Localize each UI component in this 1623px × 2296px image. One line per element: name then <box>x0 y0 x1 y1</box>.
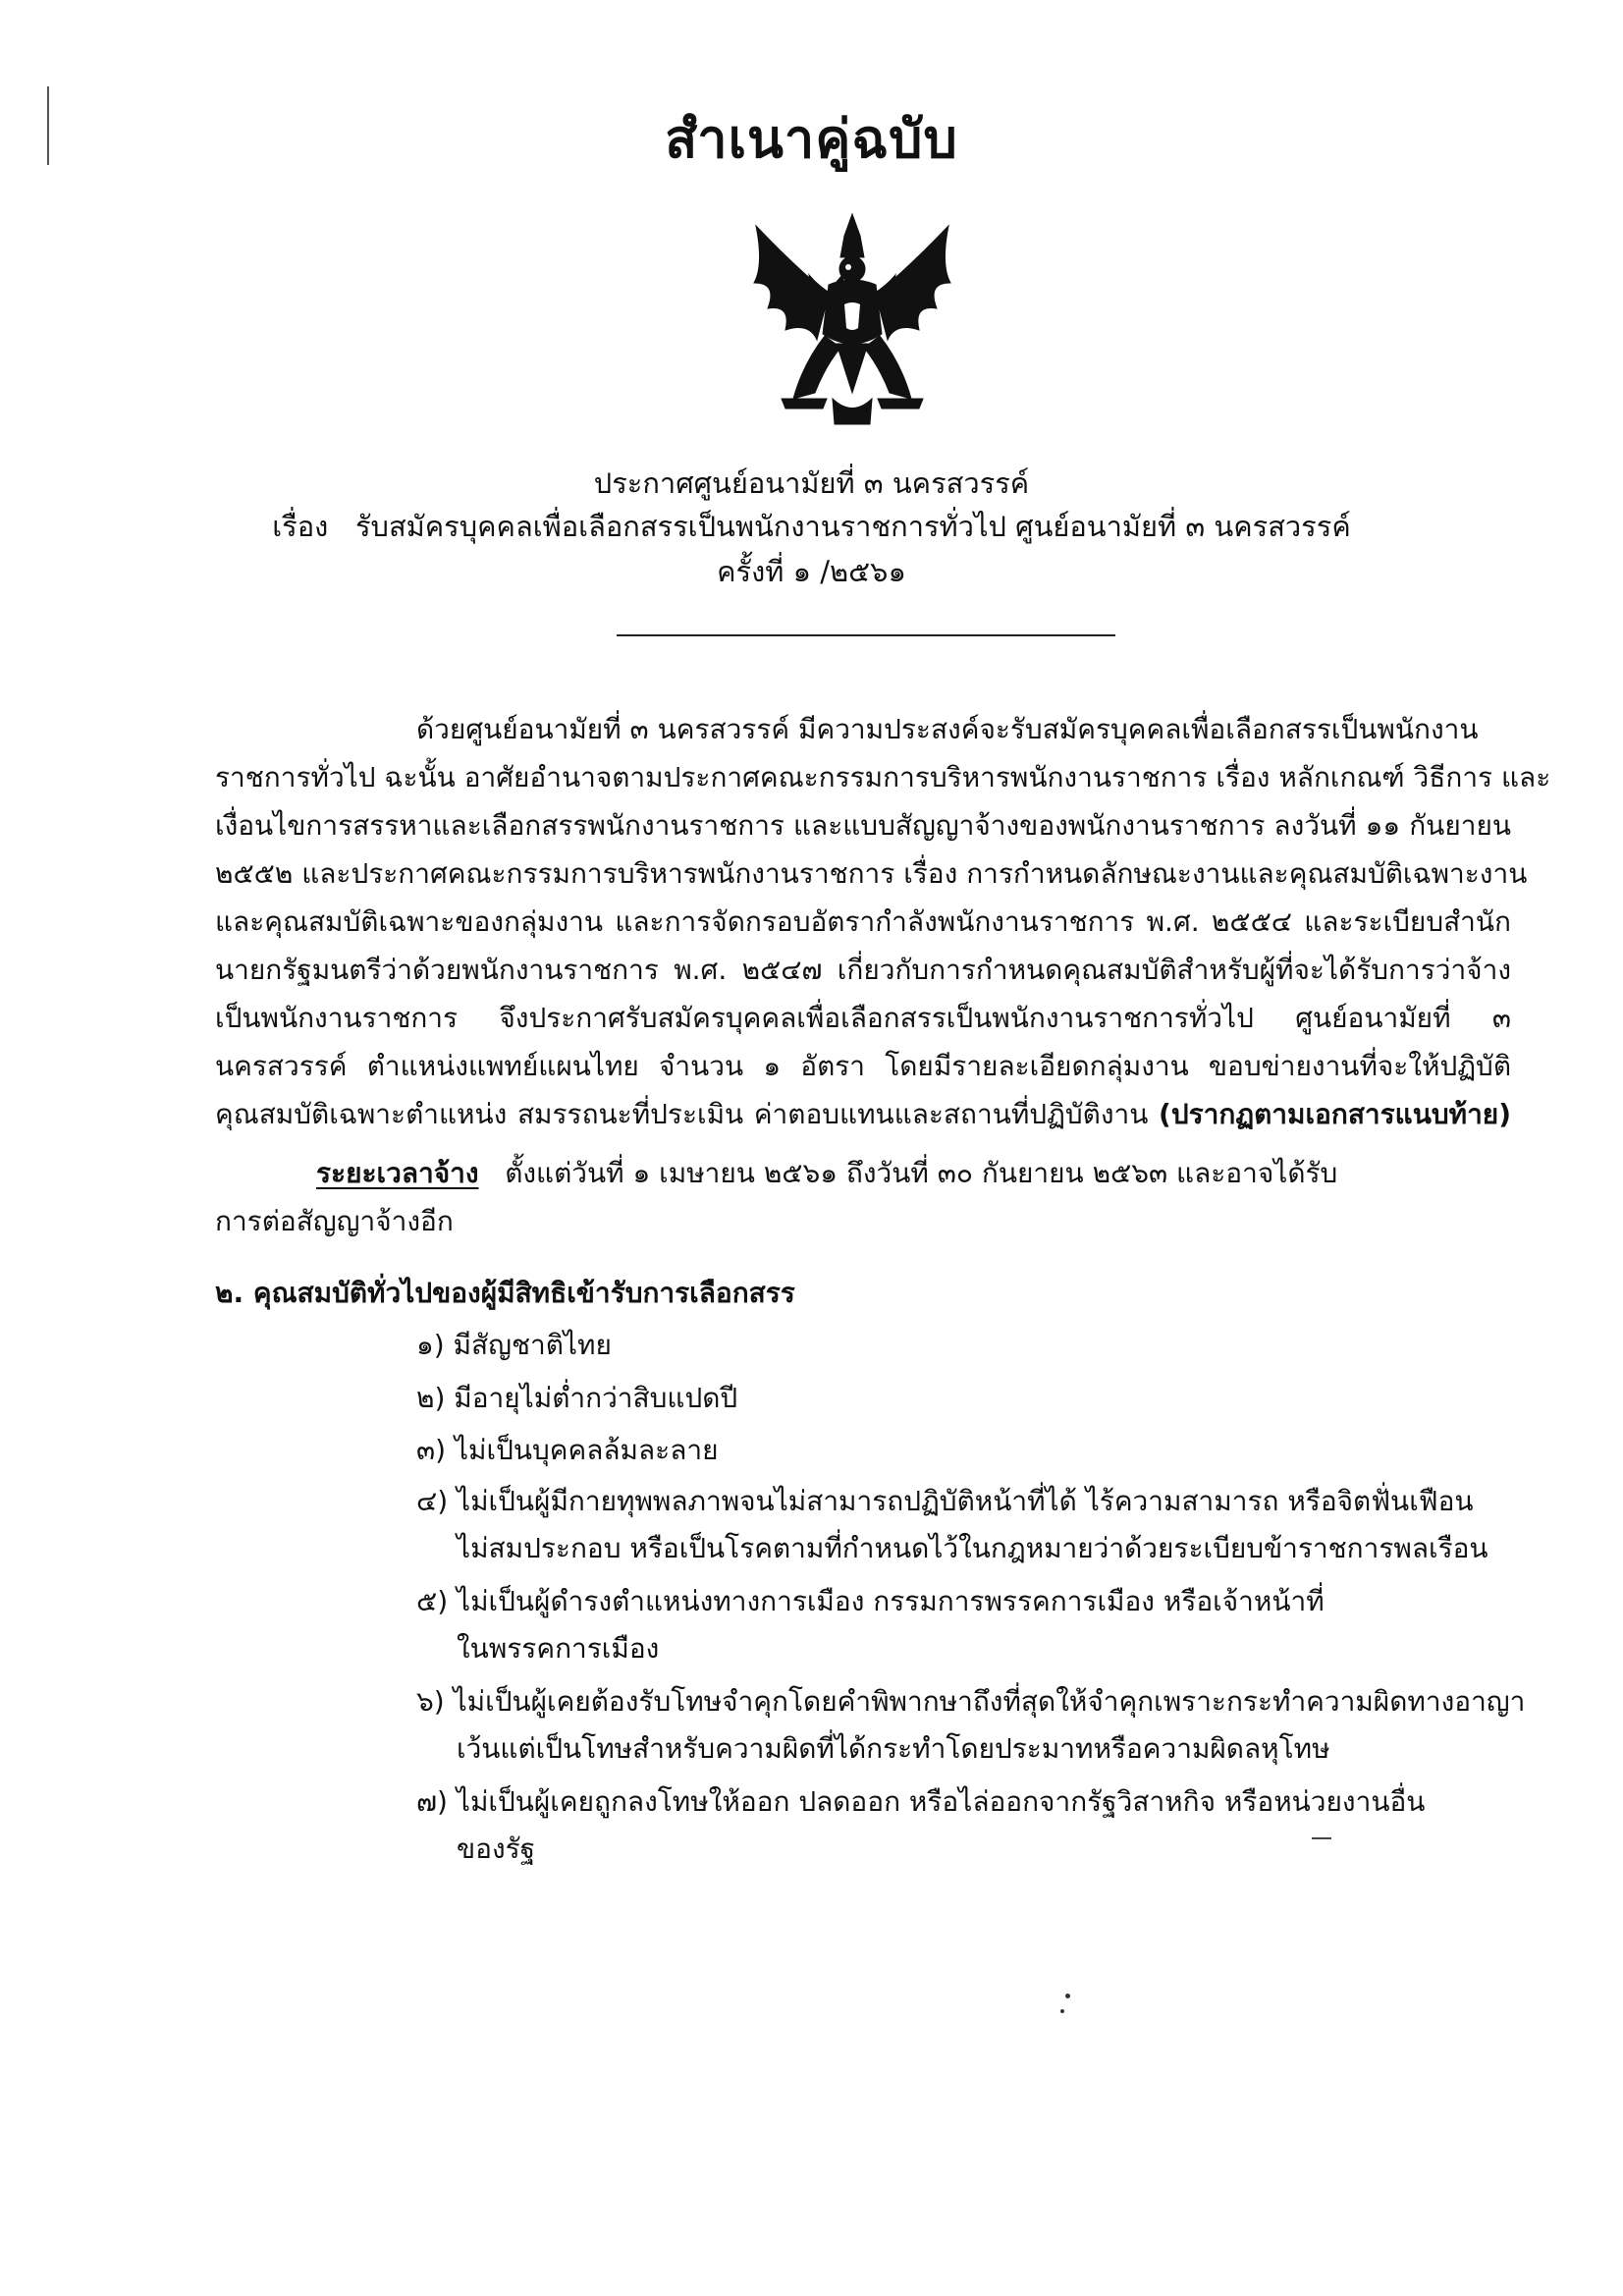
intro-line: ด้วยศูนย์อนามัยที่ ๓ นครสวรรค์ มีความประสงค์จะรับสมัครบุคคลเพื่อเลือกสรรเป็นพนักงาน <box>416 713 1479 745</box>
intro-line: และคุณสมบัติเฉพาะของกลุ่มงาน และการจัดกรอบอัตรากำลังพนักงานราชการ พ.ศ. ๒๕๕๔ และระเบียบสำนัก <box>215 905 1511 938</box>
announcement-round: ครั้งที่ ๑ /๒๕๖๑ <box>717 555 906 588</box>
term-text: ตั้งแต่วันที่ ๑ เมษายน ๒๕๖๑ ถึงวันที่ ๓๐ กันยายน ๒๕๖๓ และอาจได้รับ <box>505 1157 1338 1189</box>
attachment-note: (ปรากฏตามเอกสารแนบท้าย) <box>1159 1098 1512 1130</box>
intro-line: ๒๕๕๒ และประกาศคณะกรรมการบริหารพนักงานราชการ เรื่อง การกำหนดลักษณะงานและคุณสมบัติเฉพาะงาน <box>215 857 1528 890</box>
term-continuation: การต่อสัญญาจ้างอีก <box>215 1205 454 1237</box>
qualification-item: ๔) ไม่เป็นผู้มีกายทุพพลภาพจนไม่สามารถปฏิบัติหน้าที่ได้ ไร้ความสามารถ หรือจิตฟั่นเฟือน <box>416 1485 1474 1517</box>
qualification-item-continuation: ของรัฐ <box>457 1832 536 1865</box>
announcement-subject <box>0 505 1623 548</box>
intro-last-line <box>215 1090 1511 1138</box>
intro-last-text: คุณสมบัติเฉพาะตำแหน่ง สมรรถนะที่ประเมิน ค่าตอบแทนและสถานที่ปฏิบัติงาน <box>215 1098 1149 1130</box>
section-2-heading: ๒. คุณสมบัติทั่วไปของผู้มีสิทธิเข้ารับการเลือกสรร <box>215 1277 795 1309</box>
employment-term <box>316 1149 1337 1197</box>
heading-divider <box>617 634 1115 636</box>
qualification-item-continuation: เว้นแต่เป็นโทษสำหรับความผิดที่ได้กระทำโดยประมาทหรือความผิดลหุโทษ <box>457 1732 1330 1765</box>
copy-stamp-title: สำเนาคู่ฉบับ <box>665 108 958 170</box>
qualification-item-continuation: ในพรรคการเมือง <box>457 1632 660 1665</box>
qualification-item: ๖) ไม่เป็นผู้เคยต้องรับโทษจำคุกโดยคำพิพากษาถึงที่สุดให้จำคุกเพราะกระทำความผิดทางอาญา <box>416 1685 1526 1718</box>
garuda-emblem-icon <box>734 206 970 432</box>
intro-line: ราชการทั่วไป ฉะนั้น อาศัยอำนาจตามประกาศคณะกรรมการบริหารพนักงานราชการ เรื่อง หลักเกณฑ์ วิธีการ และ <box>215 761 1551 793</box>
intro-line: นครสวรรค์ ตำแหน่งแพทย์แผนไทย จำนวน ๑ อัตรา โดยมีรายละเอียดกลุ่มงาน ขอบข่ายงานที่จะให้ปฏิบัติ <box>215 1050 1511 1082</box>
term-label: ระยะเวลาจ้าง <box>316 1157 479 1189</box>
intro-line: เงื่อนไขการสรรหาและเลือกสรรพนักงานราชการ และแบบสัญญาจ้างของพนักงานราชการ ลงวันที่ ๑๑ กันยายน <box>215 809 1511 842</box>
intro-line: เป็นพนักงานราชการ จึงประกาศรับสมัครบุคคลเพื่อเลือกสรรเป็นพนักงานราชการทั่วไป ศูนย์อนามัยที่ ๓ <box>215 1002 1511 1034</box>
qualification-item: ๗) ไม่เป็นผู้เคยถูกลงโทษให้ออก ปลดออก หรือไล่ออกจากรัฐวิสาหกิจ หรือหน่วยงานอื่น <box>416 1785 1426 1818</box>
scan-mark <box>1312 1837 1331 1839</box>
qualification-item: ๑) มีสัญชาติไทย <box>416 1329 612 1361</box>
qualification-item: ๒) มีอายุไม่ต่ำกว่าสิบแปดปี <box>416 1382 738 1414</box>
qualification-item: ๕) ไม่เป็นผู้ดำรงตำแหน่งทางการเมือง กรรมการพรรคการเมือง หรือเจ้าหน้าที่ <box>416 1585 1325 1617</box>
qualification-item-continuation: ไม่สมประกอบ หรือเป็นโรคตามที่กำหนดไว้ในกฎหมายว่าด้วยระเบียบข้าราชการพลเรือน <box>457 1532 1488 1564</box>
intro-line: นายกรัฐมนตรีว่าด้วยพนักงานราชการ พ.ศ. ๒๕๔๗ เกี่ยวกับการกำหนดคุณสมบัติสำหรับผู้ที่จะได้รับการว่าจ้าง <box>215 954 1511 986</box>
scan-speck <box>1060 2009 1064 2013</box>
announcement-issuer: ประกาศศูนย์อนามัยที่ ๓ นครสวรรค์ <box>593 466 1030 500</box>
qualification-item: ๓) ไม่เป็นบุคคลล้มละลาย <box>416 1434 719 1466</box>
scan-speck <box>1065 1994 1070 1998</box>
subject-label: เรื่อง <box>272 510 329 543</box>
subject-text: รับสมัครบุคคลเพื่อเลือกสรรเป็นพนักงานราชการทั่วไป ศูนย์อนามัยที่ ๓ นครสวรรค์ <box>354 510 1351 543</box>
